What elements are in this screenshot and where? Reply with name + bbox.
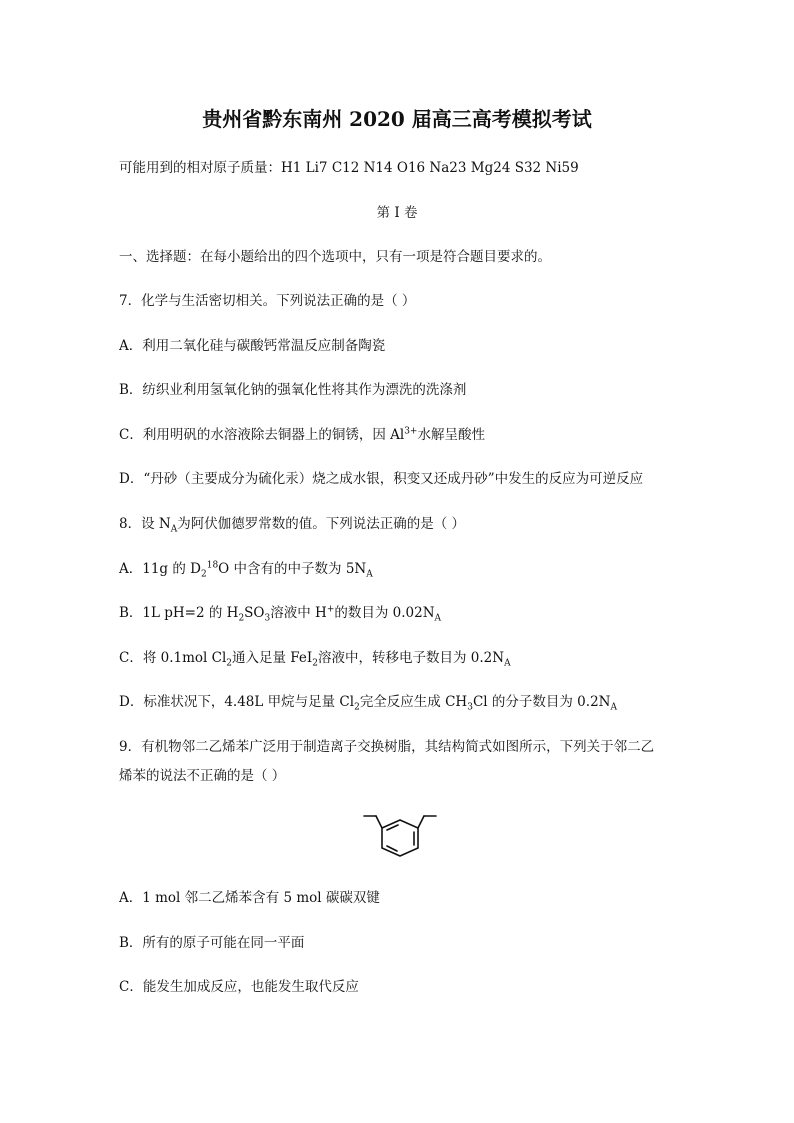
question-7-option-d: D．“丹砂（主要成分为硫化汞）烧之成水银，积变又还成丹砂”中发生的反应为可逆反应: [119, 471, 644, 487]
question-8-option-d: D．标准状况下，4.48L 甲烷与足量 $Cl_2$完全反应生成 $CH_3Cl$ 的分子数目为 $0.2N_A$: [119, 694, 617, 713]
question-8-option-c: C．将 0.1mol $Cl_2$通入足量 FeI$_2$溶液中，转移电子数目为 $0.2N_A$: [119, 650, 511, 669]
exam-title: 贵州省黔东南州 2020 届高三高考模拟考试: [202, 107, 592, 131]
volume-label: 第 I 卷: [376, 205, 418, 221]
question-9-option-c: C．能发生加成反应，也能发生取代反应: [119, 979, 359, 995]
question-8-stem: 8．设 $N_A$为阿伏伽德罗常数的值。下列说法正确的是（ ）: [119, 516, 465, 535]
divinylbenzene-structure: [360, 812, 440, 864]
question-9-option-b: B．所有的原子可能在同一平面: [119, 935, 305, 951]
question-7-stem: 7．化学与生活密切相关。下列说法正确的是（ ）: [119, 293, 416, 309]
question-7-option-c: C．利用明矾的水溶液除去铜器上的铜锈，因 $Al^{3+}$水解呈酸性: [119, 426, 485, 443]
atomic-masses-line: 可能用到的相对原子质量：H1 Li7 C12 N14 O16 Na23 Mg24 S32 Ni59: [119, 160, 579, 176]
question-7-option-a: A．利用二氧化硅与碳酸钙常温反应制备陶瓷: [119, 338, 386, 354]
question-7-option-b: B．纺织业利用氢氧化钠的强氧化性将其作为漂洗的洗涤剂: [119, 382, 467, 398]
question-8-option-a: A．11g 的 $D_2^{18}O$ 中含有的中子数为 $5N_A$: [119, 560, 373, 580]
question-8-option-b: B．1L pH=2 的 $H_2SO_3$溶液中 H+的数目为 $0.02N_A$: [119, 604, 442, 624]
question-9-stem-line-1: 9．有机物邻二乙烯苯广泛用于制造离子交换树脂，其结构简式如图所示，下列关于邻二乙: [119, 739, 655, 755]
question-9-stem-line-2: 烯苯的说法不正确的是（ ）: [119, 768, 286, 784]
section-heading: 一、选择题：在每小题给出的四个选项中，只有一项是符合题目要求的。: [119, 249, 551, 265]
question-9-option-a: A．1 mol 邻二乙烯苯含有 5 mol 碳碳双键: [119, 890, 380, 906]
